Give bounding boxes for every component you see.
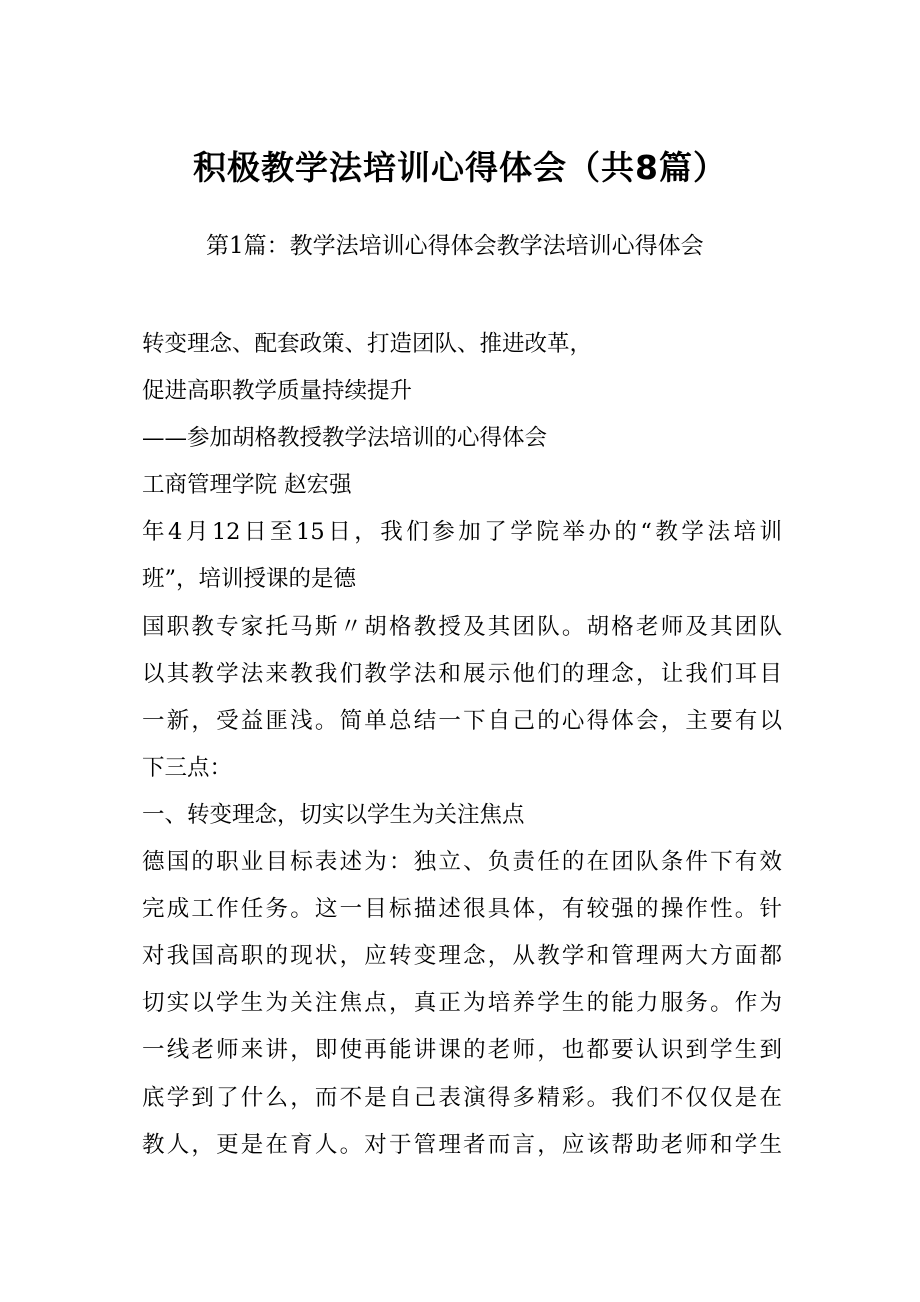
body-line: 一、转变理念，切实以学生为关注焦点 — [142, 801, 525, 828]
body-line: ——参加胡格教授教学法培训的心得体会 — [142, 425, 548, 452]
body-line: 促进高职教学质量持续提升 — [142, 378, 413, 405]
body-line: 一新，受益匪浅。简单总结一下自己的心得体会，主要有以 — [142, 707, 782, 734]
body-line: 以其教学法来教我们教学法和展示他们的理念，让我们耳目 — [142, 660, 782, 687]
body-line: 下三点： — [142, 754, 233, 781]
body-line: 班”，培训授课的是德 — [142, 566, 357, 593]
body-line: 切实以学生为关注焦点，真正为培养学生的能力服务。作为 — [142, 990, 782, 1017]
body-line: 年4月12日至15日，我们参加了学院举办的“教学法培训 — [142, 519, 782, 546]
body-line: 一线老师来讲，即使再能讲课的老师，也都要认识到学生到 — [142, 1037, 782, 1064]
body-line: 底学到了什么，而不是自己表演得多精彩。我们不仅仅是在 — [142, 1084, 782, 1111]
chapter-heading: 第1篇：教学法培训心得体会教学法培训心得体会 — [206, 233, 704, 259]
body-line: 德国的职业目标表述为：独立、负责任的在团队条件下有效 — [142, 849, 782, 876]
body-line: 国职教专家托马斯〃胡格教授及其团队。胡格老师及其团队 — [142, 613, 782, 640]
document-title: 积极教学法培训心得体会（共8篇） — [193, 148, 727, 187]
body-line: 对我国高职的现状，应转变理念，从教学和管理两大方面都 — [142, 943, 782, 970]
body-line: 工商管理学院 赵宏强 — [142, 472, 352, 499]
body-line: 完成工作任务。这一目标描述很具体，有较强的操作性。针 — [142, 896, 782, 923]
body-line: 教人，更是在育人。对于管理者而言，应该帮助老师和学生 — [142, 1131, 782, 1158]
body-line: 转变理念、配套政策、打造团队、推进改革， — [142, 331, 593, 357]
document-body — [142, 321, 782, 1169]
